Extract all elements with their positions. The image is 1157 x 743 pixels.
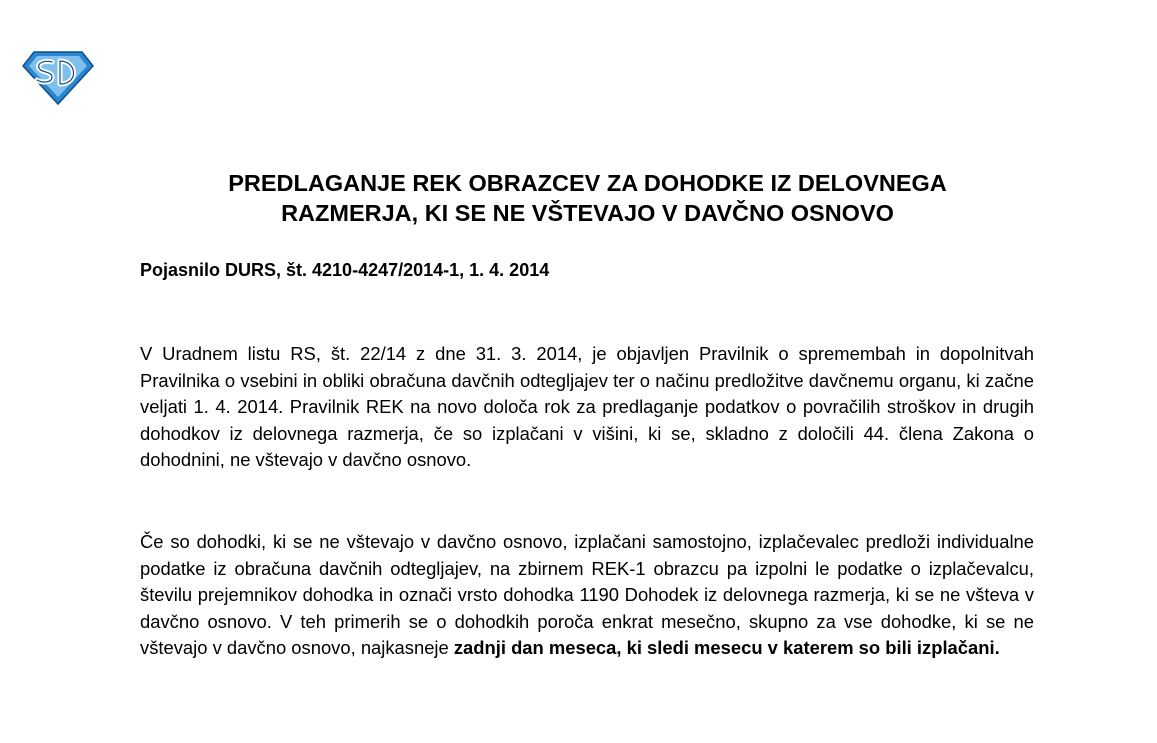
company-logo <box>22 50 94 106</box>
paragraph-1: V Uradnem listu RS, št. 22/14 z dne 31. 3. 2014, je objavljen Pravilnik o spremembah in dopolnitvah Pravilnika o vsebini in obliki obračuna davčnih odtegljajev ter o načinu predložitve davčnemu organu, ki začne veljati 1. 4. 2014. Pravilnik REK na novo določa rok za predlaganje podatkov o povračilih stroškov in drugih dohodkov iz delovnega razmerja, če so izplačani v višini, ki se, skladno z določili 44. člena Zakona o dohodnini, ne vštevajo v davčno osnovo. <box>140 343 1034 471</box>
title-line-2: RAZMERJA, KI SE NE VŠTEVAJO V DAVČNO OSNOVO <box>281 200 894 226</box>
page-title <box>100 168 1075 228</box>
document-reference: Pojasnilo DURS, št. 4210-4247/2014-1, 1. 4. 2014 <box>140 260 550 280</box>
paragraph-2-deadline: zadnji dan meseca, ki sledi mesecu v katerem so bili izplačani. <box>453 637 1000 659</box>
superman-shield-icon <box>22 50 94 106</box>
paragraph-2 <box>140 529 1034 662</box>
title-line-1: PREDLAGANJE REK OBRAZCEV ZA DOHODKE IZ DELOVNEGA <box>228 170 947 196</box>
paragraph-2-text: Če so dohodki, ki se ne vštevajo v davčno osnovo, izplačani samostojno, izplačevalec predloži individualne podatke iz obračuna davčnih odtegljajev, na zbirnem REK-1 obrazcu pa izpolni le podatke o izplačevalcu, številu prejemnikov dohodka in označi vrsto dohodka 1190 Dohodek iz delovnega razmerja, ki se ne všteva v davčno osnovo. V teh primerih se o dohodkih poroča enkrat mesečno, skupno za vse dohodke, ki se ne vštevajo v davčno osnovo, najkasneje <box>140 531 1034 659</box>
